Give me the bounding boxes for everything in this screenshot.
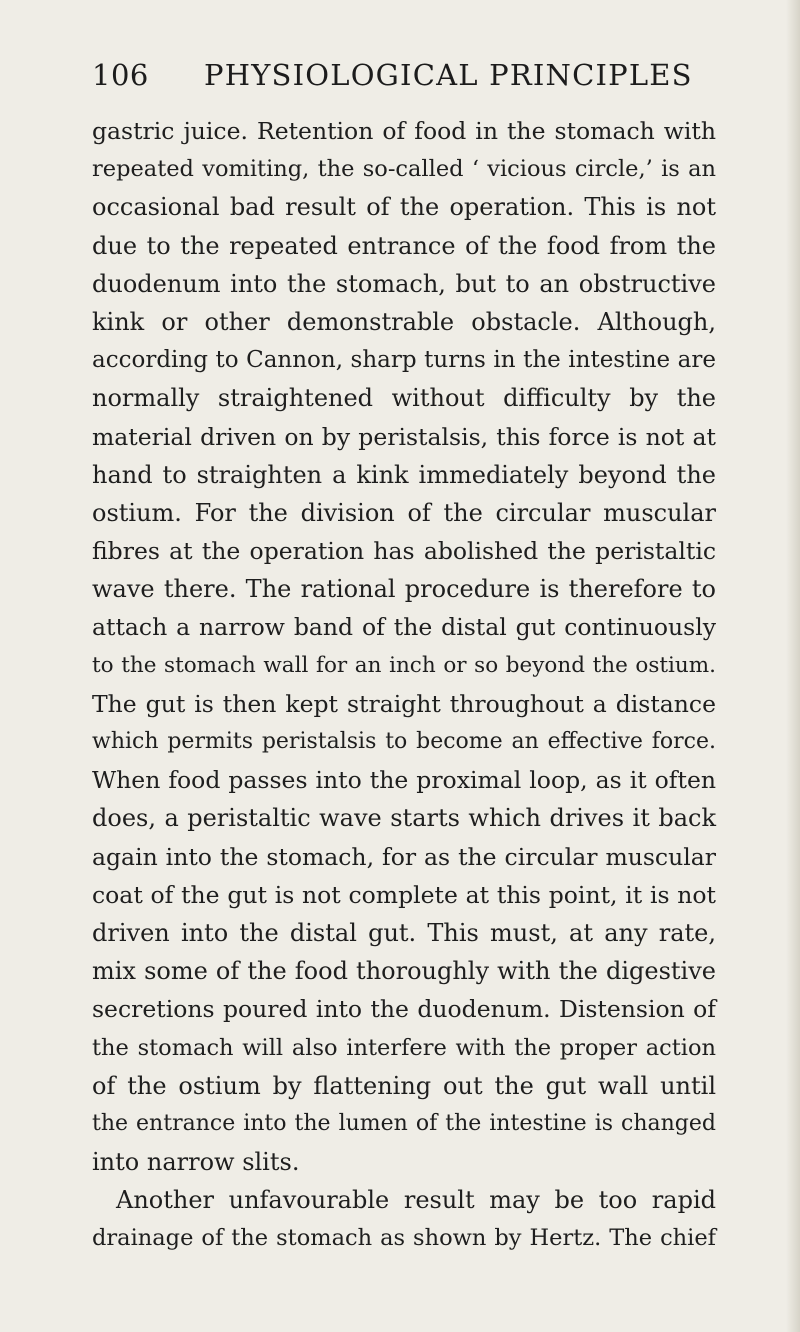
text-line: wave there. The rational procedure is therefore to bbox=[92, 575, 716, 604]
text-line: hand to straighten a kink immediately beyond the bbox=[92, 460, 716, 489]
text-line: coat of the gut is not complete at this point, it is not bbox=[92, 880, 716, 909]
body-text bbox=[92, 112, 716, 1258]
text-line: attach a narrow band of the distal gut continuously bbox=[92, 613, 716, 642]
page-header bbox=[92, 58, 712, 98]
text-line: the stomach will also interfere with the proper action bbox=[92, 1034, 716, 1061]
page-edge-shadow bbox=[786, 0, 800, 1332]
text-line: driven into the distal gut. This must, at any rate, bbox=[92, 918, 716, 947]
text-line: secretions poured into the duodenum. Distension of bbox=[92, 995, 716, 1024]
text-line: mix some of the food thoroughly with the digestive bbox=[92, 957, 716, 986]
text-line: due to the repeated entrance of the food from the bbox=[92, 231, 716, 260]
text-line: kink or other demonstrable obstacle. Although, bbox=[92, 307, 716, 336]
text-line: which permits peristalsis to become an effective force. bbox=[92, 729, 716, 754]
text-line: drainage of the stomach as shown by Hertz. The chief bbox=[92, 1225, 716, 1252]
text-line: normally straightened without difficulty by the bbox=[92, 384, 716, 413]
running-title: PHYSIOLOGICAL PRINCIPLES bbox=[204, 58, 693, 92]
text-line: ostium. For the division of the circular muscular bbox=[92, 498, 716, 527]
text-line: according to Cannon, sharp turns in the intestine are bbox=[92, 347, 716, 374]
text-line: duodenum into the stomach, but to an obstructive bbox=[92, 269, 716, 298]
text-line: the entrance into the lumen of the intestine is changed bbox=[92, 1110, 716, 1136]
text-line: again into the stomach, for as the circular muscular bbox=[92, 842, 716, 871]
text-line: to the stomach wall for an inch or so beyond the ostium. bbox=[92, 652, 716, 678]
text-line: repeated vomiting, the so-called ‘ vicious circle,’ is an bbox=[92, 156, 716, 183]
text-line: fibres at the operation has abolished the peristaltic bbox=[92, 537, 716, 566]
text-line: of the ostium by flattening out the gut wall until bbox=[92, 1071, 716, 1100]
text-line: The gut is then kept straight throughout a distance bbox=[92, 689, 716, 718]
text-line: Another unfavourable result may be too rapid bbox=[116, 1186, 716, 1215]
page-number: 106 bbox=[92, 58, 149, 92]
text-line: occasional bad result of the operation. This is not bbox=[92, 193, 716, 222]
text-line: gastric juice. Retention of food in the stomach with bbox=[92, 117, 716, 145]
text-line: material driven on by peristalsis, this force is not at bbox=[92, 422, 716, 451]
text-line: into narrow slits. bbox=[92, 1148, 300, 1177]
text-line: When food passes into the proximal loop, as it often bbox=[92, 766, 716, 795]
text-line: does, a peristaltic wave starts which drives it back bbox=[92, 804, 716, 833]
